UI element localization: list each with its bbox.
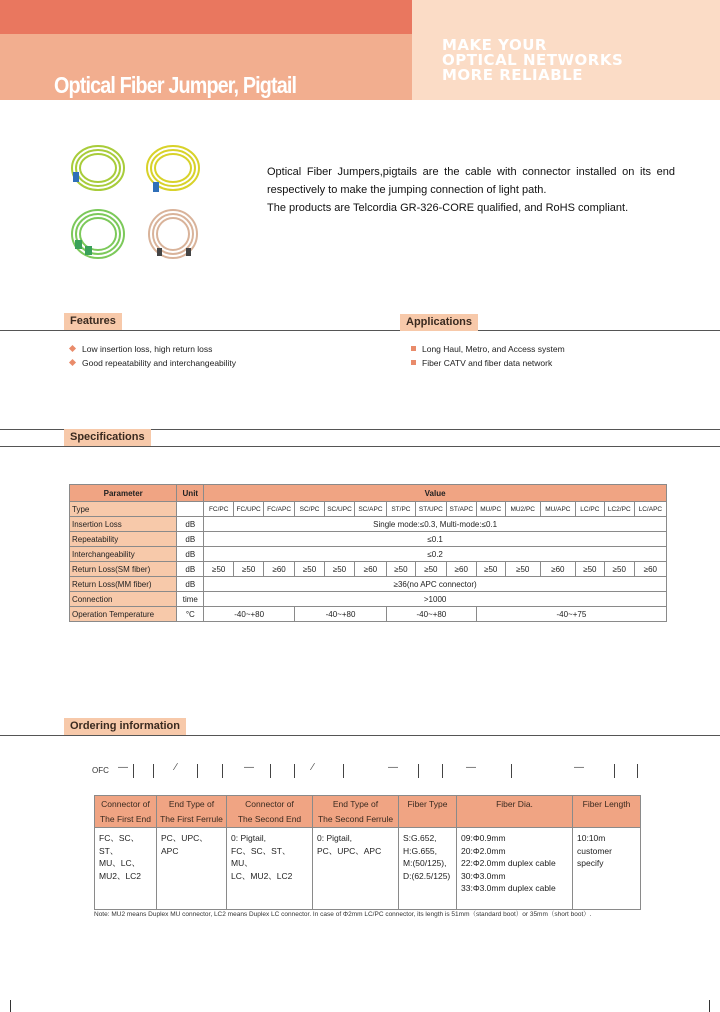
table-row bbox=[95, 828, 641, 910]
type-cell: FC/UPC bbox=[234, 502, 264, 517]
type-cell: ST/UPC bbox=[415, 502, 446, 517]
code-slash: ∕ bbox=[312, 762, 314, 773]
option-cell bbox=[313, 828, 399, 910]
code-dash: — bbox=[118, 762, 128, 773]
section-divider bbox=[0, 735, 720, 736]
type-cell: LC/PC bbox=[575, 502, 604, 517]
option-line: 20:Φ2.0mm bbox=[461, 845, 506, 856]
type-cell: SC/APC bbox=[354, 502, 386, 517]
row-label: Operation Temperature bbox=[70, 607, 177, 622]
value-cell: ≥60 bbox=[540, 562, 575, 577]
option-line: 10:10m bbox=[577, 833, 606, 843]
specifications-heading: Specifications bbox=[64, 429, 151, 446]
fiber-coil-green-2 bbox=[72, 210, 124, 258]
slogan-line: MAKE YOUR bbox=[442, 36, 547, 54]
table-row bbox=[70, 532, 667, 547]
slogan bbox=[442, 38, 623, 83]
option-cell bbox=[399, 828, 457, 910]
option-line: D:(62.5/125) bbox=[403, 870, 451, 881]
row-label: Interchangeability bbox=[70, 547, 177, 562]
header-line: End Type of bbox=[168, 799, 215, 809]
ordering-heading: Ordering information bbox=[64, 718, 186, 735]
fiber-coil-green-1 bbox=[72, 146, 124, 190]
code-slot-divider bbox=[637, 764, 638, 778]
value-cell: ≥50 bbox=[604, 562, 634, 577]
header-cell: Parameter bbox=[70, 485, 177, 502]
connector-icon bbox=[186, 248, 191, 256]
option-line: customer specify bbox=[577, 845, 612, 868]
code-slot-divider bbox=[442, 764, 443, 778]
value-cell: ≥50 bbox=[476, 562, 505, 577]
intro-text bbox=[267, 163, 675, 217]
header-line: The Second End bbox=[237, 814, 302, 824]
option-line: 09:Φ0.9mm bbox=[461, 833, 506, 843]
option-line: S:G.652, bbox=[403, 833, 437, 843]
header-cell bbox=[313, 796, 399, 828]
value-cell: ≥50 bbox=[325, 562, 355, 577]
option-line: PC、UPC、APC bbox=[161, 833, 208, 856]
code-slot-divider bbox=[511, 764, 512, 778]
intro-paragraph: Optical Fiber Jumpers,pigtails are the cable with connector installed on its end respectively to make the jumping connection of light path. bbox=[267, 166, 675, 196]
header-line: Connector of bbox=[101, 799, 150, 809]
header-cell bbox=[573, 796, 641, 828]
code-dash: — bbox=[466, 762, 476, 773]
option-line: PC、UPC、APC bbox=[317, 845, 382, 856]
option-line: M:(50/125), bbox=[403, 858, 447, 868]
header-line: The Second Ferrule bbox=[317, 814, 394, 824]
option-cell bbox=[573, 828, 641, 910]
header-cell: Unit bbox=[177, 485, 204, 502]
section-divider bbox=[0, 330, 720, 331]
value-cell: ≥50 bbox=[234, 562, 264, 577]
header-cell bbox=[399, 796, 457, 828]
value-cell: >1000 bbox=[204, 592, 667, 607]
header-cell: Value bbox=[204, 485, 667, 502]
value-cell: ≥60 bbox=[354, 562, 386, 577]
value-cell: ≥50 bbox=[505, 562, 540, 577]
type-cell: ST/PC bbox=[386, 502, 415, 517]
value-cell: Single mode:≤0.3, Multi-mode:≤0.1 bbox=[204, 517, 667, 532]
applications-heading: Applications bbox=[400, 314, 478, 331]
table-row bbox=[70, 502, 667, 517]
type-cell: MU2/PC bbox=[505, 502, 540, 517]
option-line: 33:Φ3.0mm duplex cable bbox=[461, 883, 556, 893]
row-label: Repeatability bbox=[70, 532, 177, 547]
features-list bbox=[68, 342, 236, 370]
value-cell: -40~+80 bbox=[204, 607, 295, 622]
table-row bbox=[70, 562, 667, 577]
option-line: 30:Φ3.0mm bbox=[461, 870, 506, 881]
type-cell: SC/PC bbox=[295, 502, 325, 517]
type-cell: FC/APC bbox=[264, 502, 295, 517]
slogan-line: OPTICAL NETWORKS bbox=[442, 51, 624, 69]
connector-icon bbox=[157, 248, 162, 256]
row-label: Return Loss(SM fiber) bbox=[70, 562, 177, 577]
value-cell: -40~+80 bbox=[295, 607, 387, 622]
code-slot-divider bbox=[270, 764, 271, 778]
row-label: Insertion Loss bbox=[70, 517, 177, 532]
type-cell: LC2/PC bbox=[604, 502, 634, 517]
order-code-prefix: OFC bbox=[92, 766, 109, 775]
row-label: Type bbox=[70, 502, 177, 517]
option-cell bbox=[227, 828, 313, 910]
connector-icon bbox=[85, 246, 92, 255]
option-line: 22:Φ2.0mm duplex cable bbox=[461, 858, 556, 868]
table-row bbox=[70, 577, 667, 592]
intro-paragraph: The products are Telcordia GR-326-CORE qualified, and RoHS compliant. bbox=[267, 202, 629, 214]
header-top-band bbox=[0, 0, 412, 34]
value-cell: ≥60 bbox=[264, 562, 295, 577]
section-divider bbox=[0, 446, 720, 447]
option-cell bbox=[457, 828, 573, 910]
option-cell bbox=[95, 828, 157, 910]
code-slot-divider bbox=[343, 764, 344, 778]
header-cell bbox=[227, 796, 313, 828]
code-slot-divider bbox=[197, 764, 198, 778]
value-cell: ≤0.1 bbox=[204, 532, 667, 547]
unit-cell: dB bbox=[177, 577, 204, 592]
option-line: 0: Pigtail, bbox=[231, 833, 266, 843]
option-cell bbox=[157, 828, 227, 910]
option-line: 0: Pigtail, bbox=[317, 833, 352, 843]
unit-cell: dB bbox=[177, 547, 204, 562]
code-slot-divider bbox=[614, 764, 615, 778]
unit-cell bbox=[177, 502, 204, 517]
header-line: The First End bbox=[99, 814, 152, 824]
value-cell: ≥50 bbox=[575, 562, 604, 577]
list-item: Long Haul, Metro, and Access system bbox=[408, 342, 565, 356]
header-line: Fiber Length bbox=[582, 799, 631, 809]
type-cell: MU/APC bbox=[540, 502, 575, 517]
option-line: FC、SC、ST、 bbox=[99, 833, 140, 856]
header-cell bbox=[457, 796, 573, 828]
header-line: Fiber Dia. bbox=[496, 799, 533, 809]
page-title: Optical Fiber Jumper, Pigtail bbox=[54, 72, 297, 98]
product-photo bbox=[65, 138, 205, 268]
type-cell: LC/APC bbox=[634, 502, 666, 517]
option-line: MU2、LC2 bbox=[99, 870, 142, 881]
ordering-note: Note: MU2 means Duplex MU connector, LC2 means Duplex LC connector. In case of Φ2mm LC/PC connector, its length is 51mm（standard boot）or 35mm（short boot）. bbox=[94, 911, 592, 918]
header-line: The First Ferrule bbox=[160, 814, 223, 824]
table-row bbox=[70, 607, 667, 622]
table-row bbox=[70, 547, 667, 562]
crop-mark bbox=[709, 1000, 710, 1012]
option-line: LC、MU2、LC2 bbox=[231, 870, 293, 881]
value-cell: ≥50 bbox=[295, 562, 325, 577]
list-item: Fiber CATV and fiber data network bbox=[408, 356, 565, 370]
type-cell: SC/UPC bbox=[325, 502, 355, 517]
value-cell: ≥60 bbox=[634, 562, 666, 577]
header-line: Fiber Type bbox=[407, 799, 448, 809]
code-dash: — bbox=[574, 762, 584, 773]
value-cell: ≥50 bbox=[386, 562, 415, 577]
row-label: Return Loss(MM fiber) bbox=[70, 577, 177, 592]
value-cell: ≥50 bbox=[415, 562, 446, 577]
code-slot-divider bbox=[222, 764, 223, 778]
value-cell: ≥60 bbox=[446, 562, 476, 577]
unit-cell: time bbox=[177, 592, 204, 607]
code-slot-divider bbox=[294, 764, 295, 778]
header-line: End Type of bbox=[332, 799, 379, 809]
code-slot-divider bbox=[153, 764, 154, 778]
ordering-table bbox=[94, 795, 641, 910]
option-line: FC、SC、ST、MU、 bbox=[231, 845, 291, 868]
table-header-row bbox=[95, 796, 641, 828]
option-line: MU、LC、 bbox=[99, 858, 141, 868]
features-heading: Features bbox=[64, 313, 122, 330]
type-cell: MU/PC bbox=[476, 502, 505, 517]
option-line: H:G.655, bbox=[403, 845, 438, 856]
specifications-table bbox=[69, 484, 667, 622]
connector-icon bbox=[75, 240, 82, 249]
unit-cell: °C bbox=[177, 607, 204, 622]
row-label: Connection bbox=[70, 592, 177, 607]
code-dash: — bbox=[388, 762, 398, 773]
connector-icon bbox=[73, 172, 79, 182]
table-header-row bbox=[70, 485, 667, 502]
header-cell bbox=[157, 796, 227, 828]
value-cell: ≥36(no APC connector) bbox=[204, 577, 667, 592]
list-item: Low insertion loss, high return loss bbox=[68, 342, 236, 356]
header-line: Connector of bbox=[245, 799, 294, 809]
type-cell: ST/APC bbox=[446, 502, 476, 517]
value-cell: -40~+75 bbox=[476, 607, 666, 622]
type-cell: FC/PC bbox=[204, 502, 234, 517]
unit-cell: dB bbox=[177, 532, 204, 547]
table-row bbox=[70, 592, 667, 607]
table-row bbox=[70, 517, 667, 532]
value-cell: -40~+80 bbox=[386, 607, 476, 622]
code-slash: ∕ bbox=[175, 762, 177, 773]
list-item: Good repeatability and interchangeability bbox=[68, 356, 236, 370]
code-slot-divider bbox=[418, 764, 419, 778]
value-cell: ≤0.2 bbox=[204, 547, 667, 562]
crop-mark bbox=[10, 1000, 11, 1012]
slogan-line: MORE RELIABLE bbox=[442, 66, 583, 84]
header-cell bbox=[95, 796, 157, 828]
code-dash: — bbox=[244, 762, 254, 773]
value-cell: ≥50 bbox=[204, 562, 234, 577]
connector-icon bbox=[153, 182, 159, 192]
unit-cell: dB bbox=[177, 562, 204, 577]
code-slot-divider bbox=[133, 764, 134, 778]
applications-list bbox=[408, 342, 565, 370]
unit-cell: dB bbox=[177, 517, 204, 532]
